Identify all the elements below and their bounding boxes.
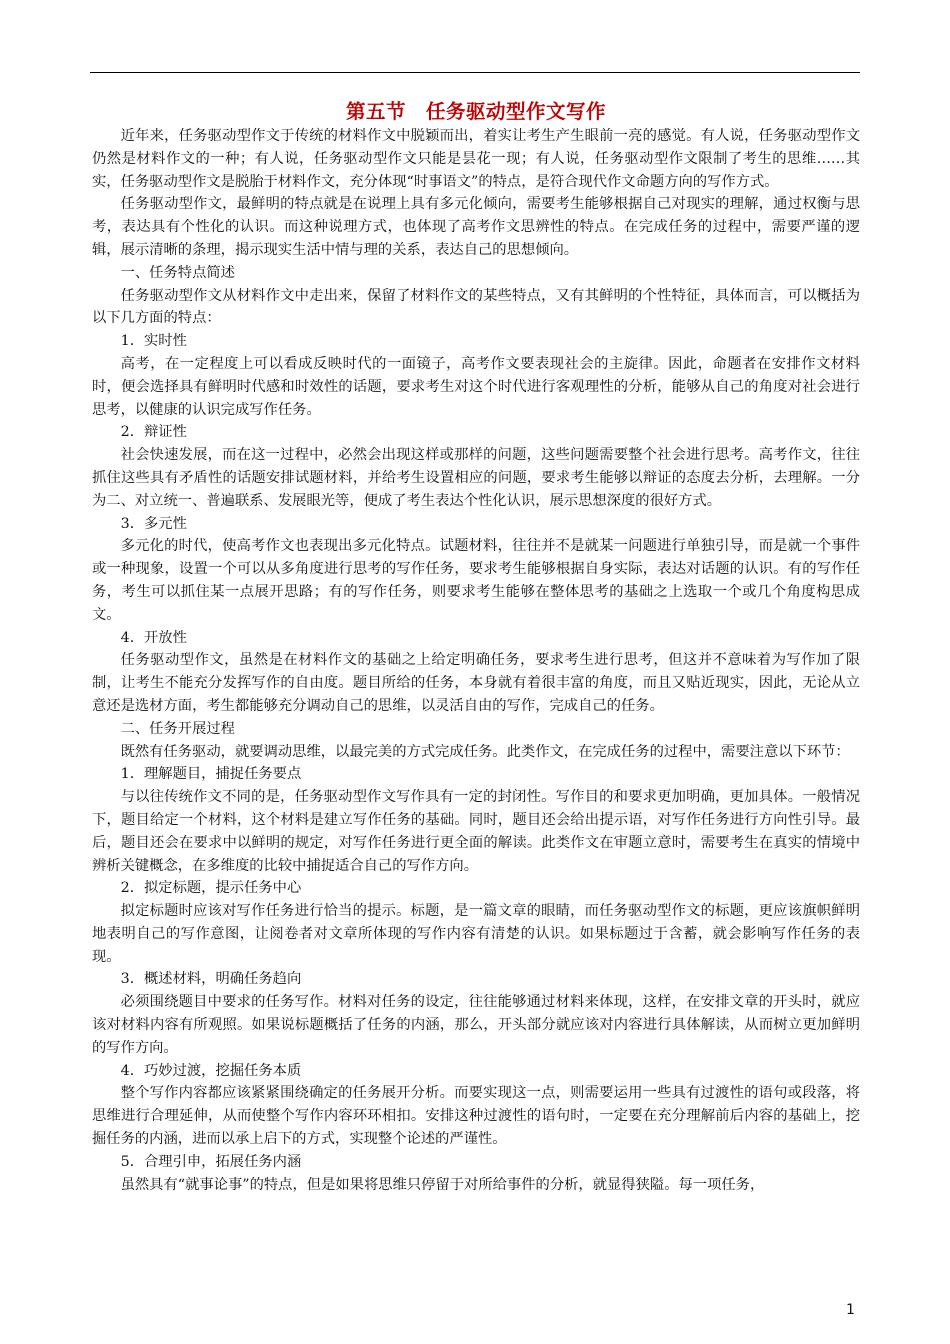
paragraph: 拟定标题时应该对写作任务进行恰当的提示。标题，是一篇文章的眼睛，而任务驱动型作文的标题，更应该旗帜鲜明地表明自己的写作意图，让阅卷者对文章所体现的写作内容有清楚的认识。如果标题过于含蓄，就会影响写作任务的表现。 (92, 903, 860, 965)
paragraph: 社会快速发展，而在这一过程中，必然会出现这样或那样的问题，这些问题需要整个社会进行思考。高考作文，往往抓住这些具有矛盾性的话题安排试题材料，并给考生设置相应的问题，要求考生能够以辩证的态度去分析，去理解。一分为二、对立统一、普遍联系、发展眼光等，便成了考生表达个性化认识，展示思想深度的很好方式。 (92, 447, 860, 509)
page-number: 1 (846, 1302, 855, 1318)
paragraph: 任务驱动型作文，虽然是在材料作文的基础之上给定明确任务，要求考生进行思考，但这并不意味着为写作加了限制，让考生不能充分发挥写作的自由度。题目所给的任务，本身就有着很丰富的角度，而且又贴近现实，因此，无论从立意还是选材方面，考生都能够充分调动自己的思维，以灵活自由的写作，完成自己的任务。 (92, 652, 860, 714)
section-heading: 二、任务开展过程 (120, 720, 235, 737)
paragraph: 整个写作内容都应该紧紧围绕确定的任务展开分析。而要实现这一点，则需要运用一些具有过渡性的语句或段落，将思维进行合理延伸，从而使整个写作内容环环相扣。安排这种过渡性的语句时，一定要在充分理解前后内容的基础上，挖掘任务的内涵，进而以承上启下的方式，实现整个论述的严谨性。 (92, 1085, 860, 1148)
section-heading: 4．巧妙过渡，挖掘任务本质 (120, 1062, 302, 1079)
paragraph: 多元化的时代，使高考作文也表现出多元化特点。试题材料，往往并不是就某一问题进行单独引导，而是就一个事件或一种现象，设置一个可以从多角度进行思考的写作任务，要求考生能够根据自身实际，表达对话题的认识。有的写作任务，考生可以抓住某一点展开思路；有的写作任务，则要求考生能够在整体思考的基础之上选取一个或几个角度构思成文。 (92, 538, 860, 623)
document-body (92, 100, 860, 1196)
paragraph: 任务驱动型作文从材料作文中走出来，保留了材料作文的某些特点，又有其鲜明的个性特征，具体而言，可以概括为以下几方面的特点： (92, 287, 860, 327)
text-flow (92, 125, 860, 1196)
section-heading: 1．理解题目，捕捉任务要点 (120, 766, 302, 783)
paragraph: 高考，在一定程度上可以看成反映时代的一面镜子，高考作文要表现社会的主旋律。因此，命题者在安排作文材料时，便会选择具有鲜明时代感和时效性的话题，要求考生对这个时代进行客观理性的分析，能够从自己的角度对社会进行思考，以健康的认识完成写作任务。 (92, 355, 860, 418)
section-heading: 3．多元性 (120, 515, 187, 532)
section-title: 第五节 任务驱动型作文写作 (345, 100, 606, 123)
section-heading: 2．拟定标题，提示任务中心 (120, 880, 302, 897)
paragraph: 任务驱动型作文，最鲜明的特点就是在说理上具有多元化倾向，需要考生能够根据自己对现实的理解，通过权衡与思考，表达具有个性化的认识。而这种说理方式，也体现了高考作文思辨性的特点。在完成任务的过程中，需要严谨的逻辑，展示清晰的条理，揭示现实生活中情与理的关系，表达自己的思想倾向。 (92, 196, 860, 258)
section-heading: 2．辩证性 (120, 424, 187, 441)
paragraph: 既然有任务驱动，就要调动思维，以最完美的方式完成任务。此类作文，在完成任务的过程中，需要注意以下环节： (120, 743, 850, 760)
paragraph: 近年来，任务驱动型作文于传统的材料作文中脱颖而出，着实让考生产生眼前一亮的感觉。有人说，任务驱动型作文仍然是材料作文的一种；有人说，任务驱动型作文只能是昙花一现；有人说，任务驱动型作文限制了考生的思维……其实，任务驱动型作文是脱胎于材料作文，充分体现“时事语文”的特点，是符合现代作文命题方向的写作方式。 (92, 128, 860, 190)
section-heading: 4．开放性 (120, 629, 187, 646)
section-heading: 5．合理引申，拓展任务内涵 (120, 1153, 302, 1170)
paragraph: 必须围绕题目中要求的任务写作。材料对任务的设定，往往能够通过材料来体现，这样，在安排文章的开头时，就应该对材料内容有所观照。如果说标题概括了任务的内涵，那么，开头部分就应该对内容进行具体解读，从而树立更加鲜明的写作方向。 (92, 994, 860, 1056)
paragraph: 虽然具有“就事论事”的特点，但是如果将思维只停留于对所给事件的分析，就显得狭隘。每一项任务， (120, 1176, 765, 1193)
header-rule (90, 72, 860, 73)
section-heading: 一、任务特点简述 (120, 264, 235, 281)
section-heading: 3．概述材料，明确任务趋向 (120, 971, 302, 988)
paragraph: 与以往传统作文不同的是，任务驱动型作文写作具有一定的封闭性。写作目的和要求更加明确，更加具体。一般情况下，题目给定一个材料，这个材料是建立写作任务的基础。同时，题目还会给出提示语，对写作任务进行方向性引导。最后，题目还会在要求中以鲜明的规定，对写作任务进行更全面的解读。此类作文在审题立意时，需要考生在真实的情境中辨析关键概念，在多维度的比较中捕捉适合自己的写作方向。 (92, 789, 860, 874)
section-heading: 1．实时性 (120, 333, 187, 350)
